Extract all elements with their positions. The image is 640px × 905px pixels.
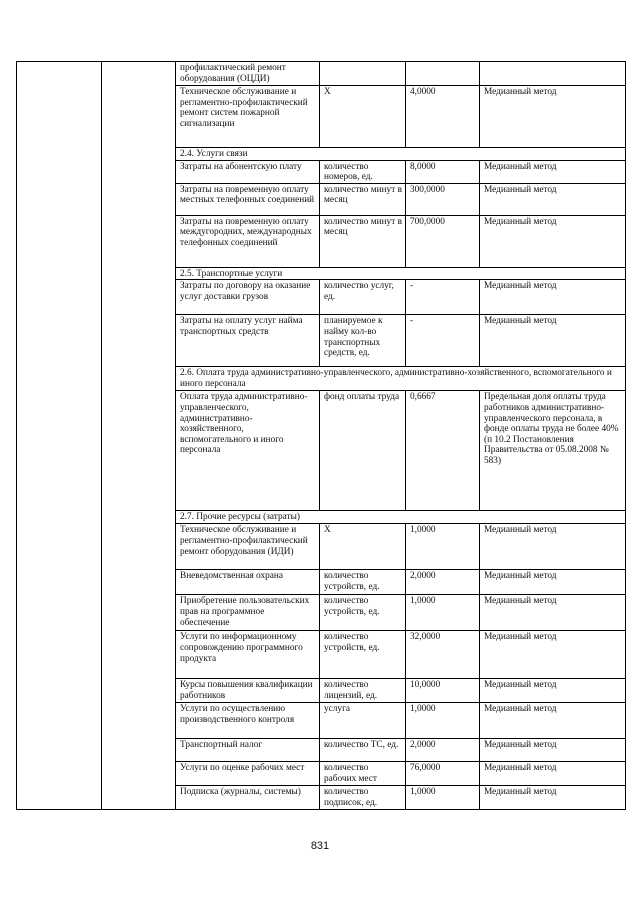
section-title: 2.5. Транспортные услуги (176, 267, 626, 280)
cost-item-name: Услуги по оценке рабочих мест (176, 762, 320, 786)
unit-cell: количество номеров, ед. (320, 160, 406, 183)
method-cell: Медианный метод (480, 524, 626, 570)
cost-item-name: Приобретение пользовательских прав на программное обеспечение (176, 595, 320, 631)
left-column-2 (102, 62, 176, 810)
value-cell: 1,0000 (406, 703, 480, 739)
value-cell: - (406, 280, 480, 315)
unit-cell: количество минут в месяц (320, 183, 406, 215)
unit-cell: количество лицензий, ед. (320, 679, 406, 703)
cost-item-name: Вневедомственная охрана (176, 570, 320, 595)
cost-item-name: Затраты на повременную оплату местных телефонных соединений (176, 183, 320, 215)
cost-item-name: Оплата труда административно-управленческого, административно-хозяйственного, вспомогательного и иного персонала (176, 391, 320, 511)
value-cell: 1,0000 (406, 524, 480, 570)
value-cell: 2,0000 (406, 739, 480, 762)
cost-item-name: Подписка (журналы, системы) (176, 786, 320, 810)
section-title: 2.4. Услуги связи (176, 148, 626, 161)
unit-cell: количество устройств, ед. (320, 570, 406, 595)
unit-cell: количество рабочих мест (320, 762, 406, 786)
unit-cell: количество устройств, ед. (320, 631, 406, 679)
unit-cell: услуга (320, 703, 406, 739)
method-cell: Медианный метод (480, 86, 626, 148)
method-cell: Медианный метод (480, 631, 626, 679)
value-cell: 2,0000 (406, 570, 480, 595)
cost-item-name: Курсы повышения квалификации работников (176, 679, 320, 703)
unit-cell: фонд оплаты труда (320, 391, 406, 511)
method-cell: Медианный метод (480, 595, 626, 631)
unit-cell: количество услуг, ед. (320, 280, 406, 315)
cost-item-name: Затраты на абонентскую плату (176, 160, 320, 183)
method-cell: Медианный метод (480, 570, 626, 595)
value-cell: 0,6667 (406, 391, 480, 511)
unit-cell: количество подписок, ед. (320, 786, 406, 810)
method-cell: Медианный метод (480, 215, 626, 267)
unit-cell: количество минут в месяц (320, 215, 406, 267)
value-cell: - (406, 315, 480, 367)
unit-cell: планируемое к найму кол-во транспортных средств, ед. (320, 315, 406, 367)
table-row (17, 62, 626, 86)
value-cell: 1,0000 (406, 595, 480, 631)
value-cell: 8,0000 (406, 160, 480, 183)
method-cell: Медианный метод (480, 315, 626, 367)
method-cell: Медианный метод (480, 280, 626, 315)
cost-item-name: Техническое обслуживание и регламентно-профилактический ремонт систем пожарной сигнализации (176, 86, 320, 148)
value-cell: 10,0000 (406, 679, 480, 703)
method-cell: Медианный метод (480, 739, 626, 762)
value-cell: 76,0000 (406, 762, 480, 786)
left-column-1 (17, 62, 102, 810)
section-title: 2.7. Прочие ресурсы (затраты) (176, 511, 626, 524)
unit-cell: Х (320, 524, 406, 570)
page-number: 831 (310, 840, 330, 852)
value-cell: 32,0000 (406, 631, 480, 679)
value-cell (406, 62, 480, 86)
cost-item-name: Затраты на оплату услуг найма транспортных средств (176, 315, 320, 367)
method-cell: Медианный метод (480, 703, 626, 739)
method-cell: Медианный метод (480, 679, 626, 703)
method-cell: Медианный метод (480, 183, 626, 215)
cost-item-name: Транспортный налог (176, 739, 320, 762)
cost-norms-table (16, 61, 626, 810)
cost-item-name: профилактический ремонт оборудования (ОЦДИ) (176, 62, 320, 86)
method-cell: Медианный метод (480, 160, 626, 183)
cost-item-name: Затраты на повременную оплату междугородних, международных телефонных соединений (176, 215, 320, 267)
value-cell: 4,0000 (406, 86, 480, 148)
unit-cell: Х (320, 86, 406, 148)
cost-item-name: Услуги по информационному сопровождению программного продукта (176, 631, 320, 679)
section-title: 2.6. Оплата труда административно-управленческого, административно-хозяйственного, вспомогательного и иного персонала (176, 367, 626, 391)
method-cell: Медианный метод (480, 762, 626, 786)
value-cell: 1,0000 (406, 786, 480, 810)
method-cell: Медианный метод (480, 786, 626, 810)
value-cell: 700,0000 (406, 215, 480, 267)
cost-item-name: Затраты по договору на оказание услуг доставки грузов (176, 280, 320, 315)
cost-item-name: Техническое обслуживание и регламентно-профилактический ремонт оборудования (ИДИ) (176, 524, 320, 570)
method-cell: Предельная доля оплаты труда работников административно-управленческого персонала, в фонде оплаты труда не более 40% (п 10.2 Постановления Правительства от 05.08.2008 № 583) (480, 391, 626, 511)
cost-item-name: Услуги по осуществлению производственного контроля (176, 703, 320, 739)
method-cell (480, 62, 626, 86)
unit-cell: количество устройств, ед. (320, 595, 406, 631)
unit-cell (320, 62, 406, 86)
value-cell: 300,0000 (406, 183, 480, 215)
unit-cell: количество ТС, ед. (320, 739, 406, 762)
